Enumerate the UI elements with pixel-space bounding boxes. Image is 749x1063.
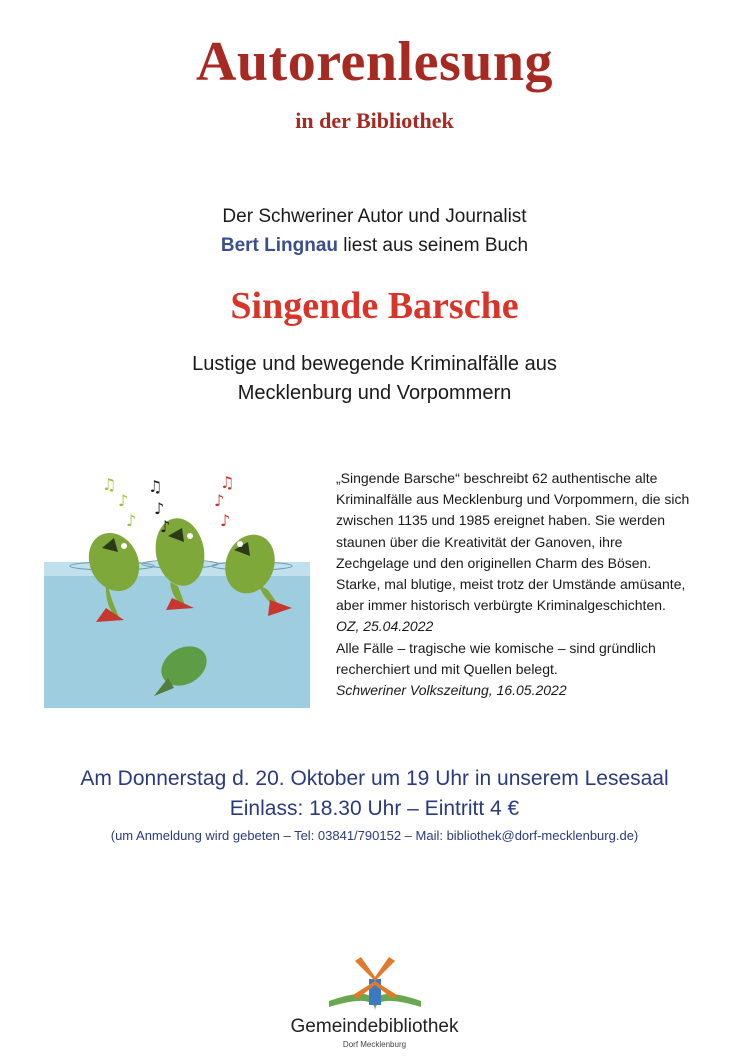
book-description — [336, 468, 721, 701]
quote-2-line-1: Alle Fälle – tragische wie komische – sind gründlich — [336, 639, 656, 656]
tagline-line-1: Lustige und bewegende Kriminalfälle aus — [192, 353, 557, 375]
svg-text:♪: ♪ — [118, 491, 129, 510]
page-subtitle: in der Bibliothek — [295, 108, 454, 133]
event-details — [0, 764, 749, 824]
svg-text:♫: ♫ — [102, 475, 117, 494]
quote-2-line-2: recherchiert und mit Quellen belegt. — [336, 660, 558, 677]
intro-line-2-rest: liest aus seinem Buch — [338, 235, 529, 256]
svg-text:♪: ♪ — [126, 511, 137, 530]
intro-line-2 — [0, 231, 749, 260]
svg-text:♫: ♫ — [148, 477, 163, 496]
svg-text:♪: ♪ — [154, 499, 165, 518]
description-line: aber immer historisch verbürgte Kriminalgeschichten. — [336, 597, 666, 614]
tagline-line-2: Mecklenburg und Vorpommern — [237, 382, 512, 404]
svg-text:♪: ♪ — [160, 517, 171, 536]
author-name: Bert Lingnau — [220, 235, 339, 256]
description-line: Kriminalfälle aus Mecklenburg und Vorpommern, die sich — [336, 491, 690, 508]
description-line: Starke, mal blutige, meist trotz der Umstände amüsante, — [336, 576, 686, 593]
book-title: Singende Barsche — [230, 285, 519, 327]
svg-text:♪: ♪ — [220, 511, 231, 530]
intro-text — [0, 202, 749, 260]
music-notes-icon — [102, 473, 234, 536]
library-name: Gemeindebibliothek — [290, 1016, 459, 1037]
description-line: staunen über die Kreativität der Ganoven, ihre — [336, 533, 623, 550]
quote-source-2: Schweriner Volkszeitung, 16.05.2022 — [336, 682, 567, 699]
description-line: zwischen 1135 und 1985 ereignet haben. Sie werden — [336, 512, 665, 529]
quote-source-1: OZ, 25.04.2022 — [336, 618, 434, 635]
event-entry: Einlass: 18.30 Uhr – Eintritt 4 € — [229, 797, 520, 820]
event-date: Am Donnerstag d. 20. Oktober um 19 Uhr in unserem Lesesaal — [80, 767, 669, 790]
event-contact: (um Anmeldung wird gebeten – Tel: 03841/790152 – Mail: bibliothek@dorf-mecklenburg.de) — [110, 828, 639, 843]
description-line: „Singende Barsche“ beschreibt 62 authentische alte — [336, 470, 658, 486]
library-subtitle: Dorf Mecklenburg — [342, 1040, 407, 1049]
intro-line-1: Der Schweriner Autor und Journalist — [222, 206, 527, 227]
description-line: Zechgelage und den originellen Charm des Bösen. — [336, 554, 652, 571]
page-title: Autorenlesung — [195, 31, 554, 93]
windmill-book-icon — [315, 955, 435, 1015]
singing-fish-illustration — [44, 470, 310, 708]
book-tagline — [0, 350, 749, 408]
svg-text:♫: ♫ — [220, 473, 235, 492]
svg-text:♪: ♪ — [214, 491, 225, 510]
